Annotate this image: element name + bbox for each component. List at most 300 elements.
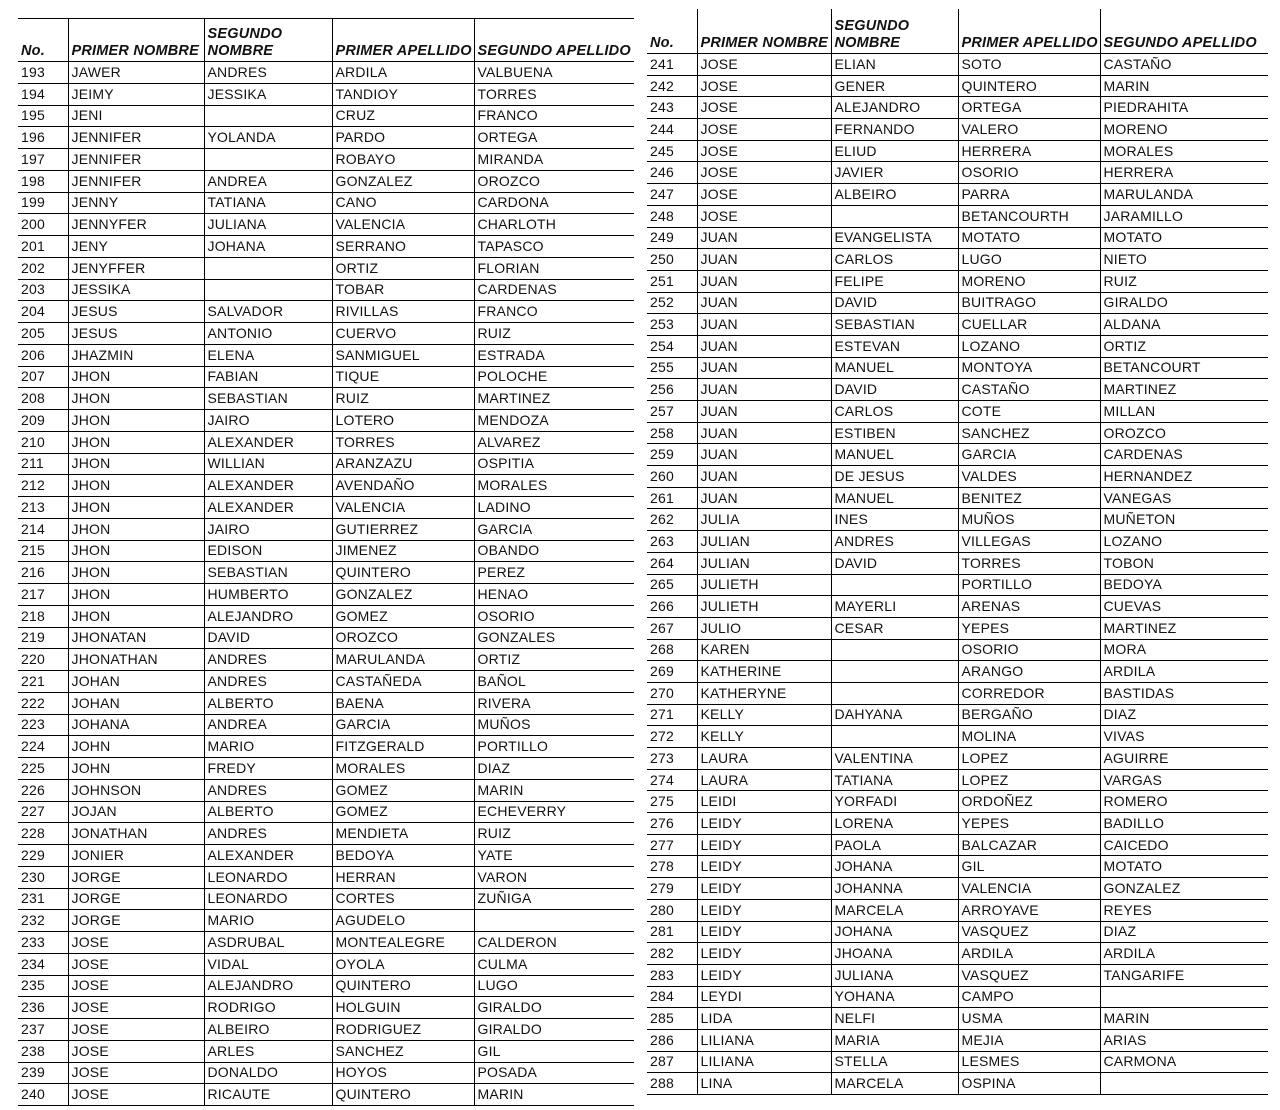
cell-segundo-nombre: ALEJANDRO xyxy=(204,605,332,627)
cell-segundo-apellido: RUIZ xyxy=(1100,270,1268,292)
cell-primer-apellido: QUINTERO xyxy=(332,562,474,584)
header-row xyxy=(647,9,1268,54)
table-row xyxy=(18,83,634,105)
table-row xyxy=(18,584,634,606)
cell-segundo-nombre: ANDRES xyxy=(204,671,332,693)
cell-segundo-apellido: MOTATO xyxy=(1100,227,1268,249)
cell-no: 212 xyxy=(18,475,68,497)
cell-primer-apellido: BEDOYA xyxy=(332,845,474,867)
cell-primer-nombre: JUAN xyxy=(697,335,831,357)
cell-primer-apellido: CUERVO xyxy=(332,323,474,345)
cell-primer-nombre: JHONATAN xyxy=(68,627,204,649)
cell-primer-nombre: LIDA xyxy=(697,1008,831,1030)
cell-primer-nombre: JOSE xyxy=(697,205,831,227)
cell-segundo-apellido: MOTATO xyxy=(1100,856,1268,878)
cell-no: 197 xyxy=(18,149,68,171)
cell-segundo-apellido: POLOCHE xyxy=(474,366,634,388)
cell-segundo-apellido: MILLAN xyxy=(1100,401,1268,423)
cell-segundo-apellido: ALVAREZ xyxy=(474,431,634,453)
cell-primer-apellido: BENITEZ xyxy=(958,487,1100,509)
cell-segundo-nombre: SEBASTIAN xyxy=(204,562,332,584)
cell-segundo-nombre: MAYERLI xyxy=(831,596,958,618)
cell-primer-apellido: COTE xyxy=(958,401,1100,423)
cell-no: 219 xyxy=(18,627,68,649)
cell-segundo-nombre xyxy=(831,661,958,683)
table-row xyxy=(18,910,634,932)
table-row xyxy=(18,149,634,171)
cell-segundo-apellido: ROMERO xyxy=(1100,791,1268,813)
cell-segundo-nombre: ELIUD xyxy=(831,140,958,162)
cell-primer-apellido: ORTIZ xyxy=(332,257,474,279)
cell-segundo-nombre: MANUEL xyxy=(831,357,958,379)
cell-primer-apellido: VASQUEZ xyxy=(958,921,1100,943)
cell-primer-apellido: MONTEALEGRE xyxy=(332,932,474,954)
cell-segundo-nombre: WILLIAN xyxy=(204,453,332,475)
cell-no: 285 xyxy=(647,1008,697,1030)
header-segundo-nombre xyxy=(204,19,332,62)
cell-no: 279 xyxy=(647,878,697,900)
table-row xyxy=(647,314,1268,336)
cell-primer-apellido: SANCHEZ xyxy=(958,422,1100,444)
table-row xyxy=(647,639,1268,661)
cell-no: 244 xyxy=(647,119,697,141)
cell-no: 214 xyxy=(18,518,68,540)
cell-primer-apellido: OSORIO xyxy=(958,639,1100,661)
cell-segundo-apellido: MORA xyxy=(1100,639,1268,661)
cell-segundo-apellido: CAICEDO xyxy=(1100,834,1268,856)
cell-segundo-nombre: DONALDO xyxy=(204,1062,332,1084)
cell-segundo-apellido: GIRALDO xyxy=(474,1019,634,1041)
table-body-right xyxy=(647,54,1268,1095)
cell-no: 227 xyxy=(18,801,68,823)
table-row xyxy=(647,596,1268,618)
table-row xyxy=(647,856,1268,878)
table-row xyxy=(18,1019,634,1041)
cell-segundo-apellido: DIAZ xyxy=(474,758,634,780)
table-row xyxy=(647,54,1268,76)
cell-segundo-nombre: JAIRO xyxy=(204,518,332,540)
cell-segundo-apellido: ESTRADA xyxy=(474,344,634,366)
cell-primer-nombre: LEIDY xyxy=(697,813,831,835)
table-row xyxy=(647,1073,1268,1095)
table-row xyxy=(18,997,634,1019)
cell-primer-nombre: JUAN xyxy=(697,270,831,292)
cell-primer-apellido: GONZALEZ xyxy=(332,170,474,192)
cell-primer-apellido: RIVILLAS xyxy=(332,301,474,323)
cell-segundo-apellido: FLORIAN xyxy=(474,257,634,279)
cell-segundo-nombre: CARLOS xyxy=(831,249,958,271)
cell-primer-nombre: JHON xyxy=(68,518,204,540)
cell-primer-apellido: TORRES xyxy=(332,431,474,453)
cell-segundo-apellido: CHARLOTH xyxy=(474,214,634,236)
cell-primer-apellido: MONTOYA xyxy=(958,357,1100,379)
table-row xyxy=(18,823,634,845)
cell-segundo-nombre: YORFADI xyxy=(831,791,958,813)
table-row xyxy=(647,97,1268,119)
table-row xyxy=(18,714,634,736)
cell-primer-nombre: JOSE xyxy=(697,54,831,76)
cell-segundo-nombre: JOHANA xyxy=(831,921,958,943)
cell-primer-nombre: JOSE xyxy=(68,1062,204,1084)
cell-primer-nombre: JHON xyxy=(68,388,204,410)
cell-primer-nombre: LEIDY xyxy=(697,834,831,856)
cell-primer-apellido: SERRANO xyxy=(332,236,474,258)
table-row xyxy=(18,779,634,801)
table-row xyxy=(647,422,1268,444)
cell-segundo-apellido: MARIN xyxy=(474,779,634,801)
cell-segundo-apellido: GIRALDO xyxy=(474,997,634,1019)
cell-primer-nombre: JOSE xyxy=(68,932,204,954)
cell-primer-apellido: MEJIA xyxy=(958,1029,1100,1051)
cell-no: 282 xyxy=(647,943,697,965)
cell-primer-apellido: HOYOS xyxy=(332,1062,474,1084)
cell-segundo-apellido: OBANDO xyxy=(474,540,634,562)
cell-no: 275 xyxy=(647,791,697,813)
cell-primer-nombre: JORGE xyxy=(68,866,204,888)
cell-segundo-nombre: FELIPE xyxy=(831,270,958,292)
cell-primer-apellido: ORTEGA xyxy=(958,97,1100,119)
cell-primer-apellido: CUELLAR xyxy=(958,314,1100,336)
cell-no: 250 xyxy=(647,249,697,271)
cell-no: 249 xyxy=(647,227,697,249)
cell-primer-nombre: JENY xyxy=(68,236,204,258)
cell-segundo-apellido: MIRANDA xyxy=(474,149,634,171)
cell-segundo-apellido xyxy=(1100,986,1268,1008)
cell-no: 266 xyxy=(647,596,697,618)
cell-primer-nombre: JHON xyxy=(68,584,204,606)
cell-primer-nombre: JULIETH xyxy=(697,596,831,618)
cell-no: 280 xyxy=(647,899,697,921)
cell-primer-nombre: JUAN xyxy=(697,487,831,509)
cell-no: 253 xyxy=(647,314,697,336)
cell-segundo-nombre: JOHANA xyxy=(204,236,332,258)
cell-primer-nombre: JOSE xyxy=(697,162,831,184)
cell-segundo-apellido: GONZALEZ xyxy=(1100,878,1268,900)
cell-segundo-apellido: OROZCO xyxy=(474,170,634,192)
cell-segundo-apellido: HENAO xyxy=(474,584,634,606)
cell-segundo-nombre: VALENTINA xyxy=(831,748,958,770)
table-row xyxy=(18,627,634,649)
table-row xyxy=(18,344,634,366)
cell-primer-nombre: LEIDY xyxy=(697,921,831,943)
cell-segundo-apellido: ARIAS xyxy=(1100,1029,1268,1051)
cell-segundo-apellido: MORENO xyxy=(1100,119,1268,141)
cell-primer-nombre: JULIO xyxy=(697,617,831,639)
cell-primer-nombre: JENNY xyxy=(68,192,204,214)
cell-segundo-apellido: HERRERA xyxy=(1100,162,1268,184)
cell-segundo-apellido: CARDENAS xyxy=(474,279,634,301)
table-row xyxy=(647,921,1268,943)
table-row xyxy=(18,170,634,192)
cell-no: 268 xyxy=(647,639,697,661)
cell-segundo-nombre: JOHANA xyxy=(831,856,958,878)
cell-primer-apellido: BERGAÑO xyxy=(958,704,1100,726)
cell-primer-nombre: JENNIFER xyxy=(68,127,204,149)
table-row xyxy=(18,279,634,301)
cell-no: 204 xyxy=(18,301,68,323)
cell-primer-nombre: JOSE xyxy=(68,997,204,1019)
cell-no: 286 xyxy=(647,1029,697,1051)
cell-primer-apellido: CANO xyxy=(332,192,474,214)
table-row xyxy=(647,943,1268,965)
cell-primer-apellido: CORTES xyxy=(332,888,474,910)
cell-primer-nombre: JORGE xyxy=(68,910,204,932)
cell-no: 194 xyxy=(18,83,68,105)
cell-no: 215 xyxy=(18,540,68,562)
cell-no: 226 xyxy=(18,779,68,801)
table-row xyxy=(647,617,1268,639)
cell-primer-apellido: GUTIERREZ xyxy=(332,518,474,540)
cell-no: 239 xyxy=(18,1062,68,1084)
cell-primer-apellido: CAMPO xyxy=(958,986,1100,1008)
cell-segundo-apellido: POSADA xyxy=(474,1062,634,1084)
cell-primer-apellido: RUIZ xyxy=(332,388,474,410)
cell-segundo-nombre: MARCELA xyxy=(831,1073,958,1095)
cell-no: 234 xyxy=(18,953,68,975)
cell-segundo-nombre: ALEXANDER xyxy=(204,845,332,867)
table-row xyxy=(647,205,1268,227)
cell-segundo-nombre: JAIRO xyxy=(204,410,332,432)
table-row xyxy=(18,62,634,84)
cell-primer-apellido: GARCIA xyxy=(958,444,1100,466)
cell-primer-apellido: PARDO xyxy=(332,127,474,149)
cell-segundo-nombre: DAVID xyxy=(831,552,958,574)
cell-primer-nombre: JHON xyxy=(68,540,204,562)
table-row xyxy=(647,899,1268,921)
cell-no: 245 xyxy=(647,140,697,162)
cell-segundo-nombre: VIDAL xyxy=(204,953,332,975)
cell-primer-apellido: MARULANDA xyxy=(332,649,474,671)
header-primer-apellido: PRIMER APELLIDO xyxy=(332,19,474,62)
cell-primer-apellido: QUINTERO xyxy=(332,975,474,997)
cell-primer-nombre: JESSIKA xyxy=(68,279,204,301)
cell-segundo-nombre: MANUEL xyxy=(831,487,958,509)
cell-segundo-nombre: ALEXANDER xyxy=(204,431,332,453)
cell-segundo-apellido: BAÑOL xyxy=(474,671,634,693)
table-row xyxy=(647,292,1268,314)
cell-no: 202 xyxy=(18,257,68,279)
cell-primer-nombre: LAURA xyxy=(697,748,831,770)
header-segundo-nombre-line1: SEGUNDO xyxy=(834,18,910,34)
cell-primer-apellido: GOMEZ xyxy=(332,801,474,823)
cell-segundo-nombre: INES xyxy=(831,509,958,531)
cell-no: 203 xyxy=(18,279,68,301)
cell-no: 206 xyxy=(18,344,68,366)
cell-primer-apellido: ARDILA xyxy=(958,943,1100,965)
cell-primer-apellido: SOTO xyxy=(958,54,1100,76)
cell-segundo-nombre: ANTONIO xyxy=(204,323,332,345)
cell-segundo-apellido: OSPITIA xyxy=(474,453,634,475)
header-segundo-nombre-line2: NOMBRE xyxy=(834,35,901,51)
cell-segundo-apellido: TANGARIFE xyxy=(1100,964,1268,986)
cell-primer-nombre: JUAN xyxy=(697,422,831,444)
cell-segundo-nombre: ANDRES xyxy=(204,779,332,801)
cell-segundo-apellido: LADINO xyxy=(474,497,634,519)
cell-segundo-apellido: REYES xyxy=(1100,899,1268,921)
cell-segundo-apellido: BADILLO xyxy=(1100,813,1268,835)
cell-segundo-nombre: HUMBERTO xyxy=(204,584,332,606)
cell-no: 236 xyxy=(18,997,68,1019)
cell-segundo-apellido: GONZALES xyxy=(474,627,634,649)
cell-segundo-apellido: VARON xyxy=(474,866,634,888)
table-row xyxy=(647,748,1268,770)
cell-segundo-apellido: CARDENAS xyxy=(1100,444,1268,466)
cell-no: 209 xyxy=(18,410,68,432)
cell-primer-nombre: KATHERYNE xyxy=(697,682,831,704)
cell-primer-apellido: LOTERO xyxy=(332,410,474,432)
cell-no: 287 xyxy=(647,1051,697,1073)
cell-segundo-nombre: ARLES xyxy=(204,1040,332,1062)
cell-segundo-nombre: LEONARDO xyxy=(204,888,332,910)
cell-primer-nombre: JHON xyxy=(68,562,204,584)
header-no: No. xyxy=(647,9,697,54)
cell-segundo-apellido: PEREZ xyxy=(474,562,634,584)
table-row xyxy=(18,1084,634,1106)
cell-segundo-nombre: JULIANA xyxy=(204,214,332,236)
cell-no: 241 xyxy=(647,54,697,76)
table-row xyxy=(18,845,634,867)
cell-segundo-nombre: JOHANNA xyxy=(831,878,958,900)
table-row xyxy=(18,388,634,410)
cell-segundo-apellido: CULMA xyxy=(474,953,634,975)
cell-segundo-nombre: FABIAN xyxy=(204,366,332,388)
cell-segundo-nombre: ESTEVAN xyxy=(831,335,958,357)
cell-segundo-apellido: VALBUENA xyxy=(474,62,634,84)
table-row xyxy=(18,649,634,671)
cell-no: 260 xyxy=(647,466,697,488)
cell-segundo-apellido: FRANCO xyxy=(474,105,634,127)
cell-segundo-apellido: OSORIO xyxy=(474,605,634,627)
cell-no: 195 xyxy=(18,105,68,127)
table-row xyxy=(647,813,1268,835)
cell-primer-nombre: JENYFFER xyxy=(68,257,204,279)
table-row xyxy=(18,431,634,453)
cell-segundo-nombre: MARIO xyxy=(204,910,332,932)
cell-no: 238 xyxy=(18,1040,68,1062)
header-primer-nombre: PRIMER NOMBRE xyxy=(68,19,204,62)
table-row xyxy=(18,410,634,432)
cell-primer-nombre: JUAN xyxy=(697,249,831,271)
cell-segundo-apellido: BASTIDAS xyxy=(1100,682,1268,704)
cell-primer-nombre: KAREN xyxy=(697,639,831,661)
cell-segundo-nombre: TATIANA xyxy=(204,192,332,214)
cell-primer-nombre: JOSE xyxy=(68,953,204,975)
cell-no: 272 xyxy=(647,726,697,748)
cell-segundo-apellido: PIEDRAHITA xyxy=(1100,97,1268,119)
cell-segundo-nombre: ANDREA xyxy=(204,714,332,736)
cell-no: 205 xyxy=(18,323,68,345)
cell-segundo-apellido: ECHEVERRY xyxy=(474,801,634,823)
cell-no: 216 xyxy=(18,562,68,584)
cell-no: 231 xyxy=(18,888,68,910)
cell-segundo-nombre: ALBEIRO xyxy=(204,1019,332,1041)
cell-segundo-nombre xyxy=(204,105,332,127)
cell-primer-apellido: GOMEZ xyxy=(332,779,474,801)
cell-no: 232 xyxy=(18,910,68,932)
cell-primer-apellido: FITZGERALD xyxy=(332,736,474,758)
cell-segundo-nombre: DAVID xyxy=(831,292,958,314)
table-row xyxy=(647,1029,1268,1051)
header-segundo-nombre-line2: NOMBRE xyxy=(207,43,274,59)
cell-segundo-apellido: HERNANDEZ xyxy=(1100,466,1268,488)
cell-primer-nombre: LEIDY xyxy=(697,943,831,965)
cell-primer-apellido: SANMIGUEL xyxy=(332,344,474,366)
cell-segundo-nombre: CARLOS xyxy=(831,401,958,423)
cell-primer-apellido: YEPES xyxy=(958,813,1100,835)
cell-segundo-apellido: LOZANO xyxy=(1100,531,1268,553)
cell-no: 256 xyxy=(647,379,697,401)
cell-segundo-nombre: GENER xyxy=(831,75,958,97)
cell-primer-nombre: JOHANA xyxy=(68,714,204,736)
header-segundo-apellido: SEGUNDO APELLIDO xyxy=(1100,9,1268,54)
cell-segundo-apellido: MARULANDA xyxy=(1100,184,1268,206)
cell-segundo-apellido: GARCIA xyxy=(474,518,634,540)
cell-primer-nombre: JHON xyxy=(68,453,204,475)
table-row xyxy=(18,953,634,975)
cell-no: 258 xyxy=(647,422,697,444)
cell-segundo-apellido: DIAZ xyxy=(1100,921,1268,943)
cell-segundo-apellido: RUIZ xyxy=(474,323,634,345)
cell-no: 248 xyxy=(647,205,697,227)
cell-primer-apellido: ARROYAVE xyxy=(958,899,1100,921)
cell-no: 224 xyxy=(18,736,68,758)
cell-primer-apellido: LOZANO xyxy=(958,335,1100,357)
table-row xyxy=(18,323,634,345)
cell-primer-nombre: JORGE xyxy=(68,888,204,910)
cell-segundo-apellido: MUÑOS xyxy=(474,714,634,736)
cell-primer-nombre: JOSE xyxy=(68,1084,204,1106)
cell-segundo-apellido: TOBON xyxy=(1100,552,1268,574)
cell-primer-nombre: JESUS xyxy=(68,323,204,345)
table-row xyxy=(647,791,1268,813)
cell-segundo-nombre: EDISON xyxy=(204,540,332,562)
cell-segundo-apellido: MARIN xyxy=(1100,1008,1268,1030)
cell-primer-nombre: JOHAN xyxy=(68,692,204,714)
cell-primer-apellido: VALENCIA xyxy=(958,878,1100,900)
cell-no: 274 xyxy=(647,769,697,791)
cell-segundo-nombre xyxy=(831,574,958,596)
cell-primer-apellido: BAENA xyxy=(332,692,474,714)
table-row xyxy=(18,301,634,323)
cell-primer-apellido: BALCAZAR xyxy=(958,834,1100,856)
cell-segundo-apellido: ARDILA xyxy=(1100,943,1268,965)
cell-no: 278 xyxy=(647,856,697,878)
table-row xyxy=(18,866,634,888)
cell-primer-apellido: MUÑOS xyxy=(958,509,1100,531)
cell-primer-apellido: HERRERA xyxy=(958,140,1100,162)
cell-segundo-apellido: CARMONA xyxy=(1100,1051,1268,1073)
cell-no: 207 xyxy=(18,366,68,388)
cell-primer-apellido: LOPEZ xyxy=(958,769,1100,791)
cell-segundo-nombre xyxy=(204,149,332,171)
header-row xyxy=(18,19,634,62)
cell-primer-apellido: BETANCOURTH xyxy=(958,205,1100,227)
header-segundo-nombre xyxy=(831,9,958,54)
cell-segundo-nombre xyxy=(831,682,958,704)
table-row xyxy=(18,562,634,584)
table-row xyxy=(18,540,634,562)
cell-primer-apellido: CRUZ xyxy=(332,105,474,127)
cell-primer-apellido: PORTILLO xyxy=(958,574,1100,596)
table-row xyxy=(647,878,1268,900)
table-row xyxy=(647,1008,1268,1030)
cell-primer-nombre: JUAN xyxy=(697,227,831,249)
cell-no: 273 xyxy=(647,748,697,770)
cell-primer-nombre: JOSE xyxy=(697,75,831,97)
cell-segundo-apellido: PORTILLO xyxy=(474,736,634,758)
cell-primer-apellido: ARDILA xyxy=(332,62,474,84)
cell-primer-apellido: MORALES xyxy=(332,758,474,780)
